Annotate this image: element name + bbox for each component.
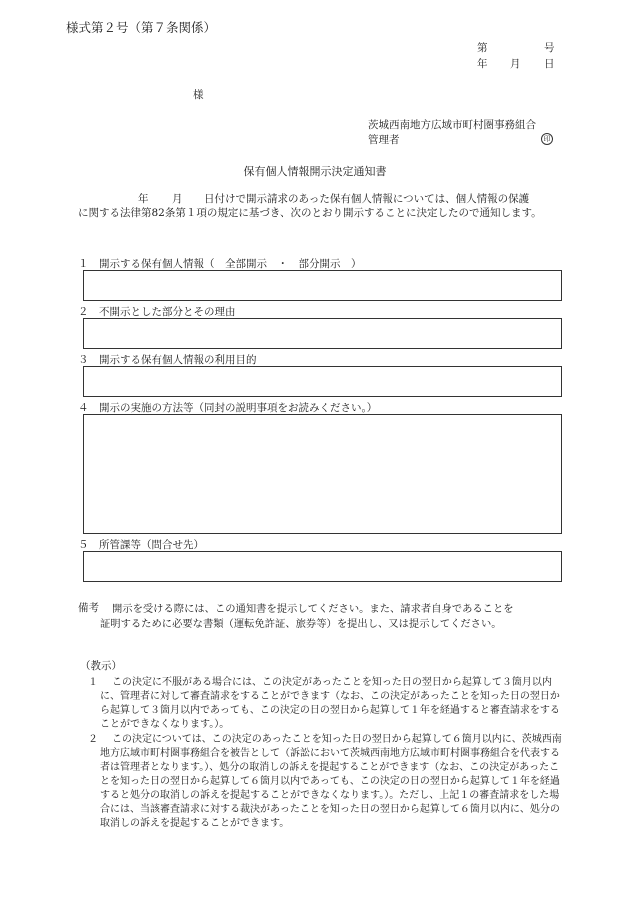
body-rest: に関する法律第82条第１項の規定に基づき、次のとおり開示することに決定したので通知します。 [78,207,542,219]
remarks-label: 備考 [78,602,99,614]
section-2-label: ２ 不開示とした部分とその理由 [78,306,236,318]
instruction-item-2-number: ２ [88,734,98,745]
instruction-item-2-text: この決定については、この決定のあったことを知った日の翌日から起算して６箇月以内に、茨城西南地方広域市町村圏事務組合を被告として（訴訟において茨城西南地方広域市町村圏事務組合を代表する者は管理者となります。）、処分の取消しの訴えを提起することができます（なお、この決定があったことを知った日の翌日から起算して６箇月以内であっても、この決定の日の翌日から起算して１年を経過すると処分の取消しの訴えを提起することができなくなります。）。ただし、上記１の審査請求をした場合には、当該審査請求に対する裁決があったことを知った日の翌日から起算して６箇月以内に、処分の取消しの訴えを提起することができます。 [100,734,562,829]
instruction-item-2 [88,733,568,831]
section-1-label: １ 開示する保有個人情報（ 全部開示 ・ 部分開示 ） [78,258,362,270]
instruction-item-1 [88,676,568,732]
instruction-item-1-text: この決定に不服がある場合には、この決定があったことを知った日の翌日から起算して３箇月以内に、管理者に対して審査請求をすることができます（なお、この決定があったことを知った日の翌日から起算して３箇月以内であっても、この決定の日の翌日から起算して１年を経過すると審査請求をすることができなくなります。）。 [100,677,560,730]
body-year: 年 [138,193,149,205]
addressee-suffix: 様 [193,89,204,101]
body-lead: 日付けで開示請求のあった保有個人情報については、個人情報の保護 [204,193,530,205]
date-year: 年 [477,58,488,70]
date-month: 月 [510,58,521,70]
number-prefix: 第 [477,42,488,54]
form-label: 様式第２号（第７条関係） [66,20,217,35]
document-title: 保有個人情報開示決定通知書 [243,165,387,178]
section-5-label: ５ 所管課等（問合せ先） [78,539,204,551]
body-month: 月 [172,193,183,205]
section-3-box [83,366,562,397]
remarks-line-1: 開示を受ける際には、この通知書を提示してください。また、請求者自身であることを [112,603,514,615]
seal-icon: 印 [541,133,553,145]
section-2-box [83,318,562,349]
instruction-item-1-number: １ [88,677,98,688]
remarks-line-2: 証明するために必要な書類（運転免許証、旅券等）を提出し、又は提示してください。 [100,618,502,630]
section-4-box [83,414,562,534]
instruction-heading: （教示） [80,660,122,672]
section-4-label: ４ 開示の実施の方法等（同封の説明事項をお読みください。） [78,402,378,414]
administrator-label: 管理者 [368,134,400,146]
number-suffix: 号 [544,42,555,54]
section-3-label: ３ 開示する保有個人情報の利用目的 [78,354,257,366]
section-1-box [83,270,562,301]
date-day: 日 [544,58,555,70]
seal-mark [541,132,553,145]
organization-name: 茨城西南地方広域市町村圏事務組合 [368,119,536,131]
section-5-box [83,551,562,582]
